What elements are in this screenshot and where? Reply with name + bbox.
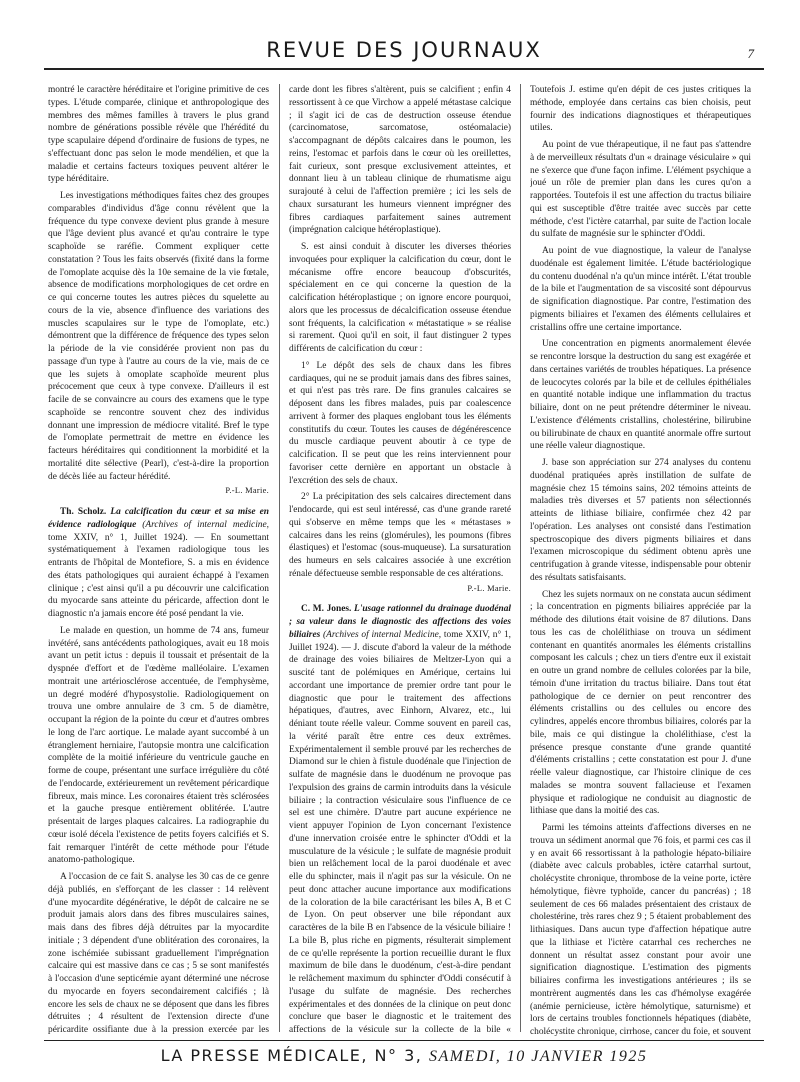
author-signature: P.-L. Marie. <box>467 583 511 593</box>
article-reference: tome XXIV, n° 1, Juillet 1924). — J. discute d'abord la valeur de la méthode de drainage des voies biliaires de Meltzer-Lyon qui a suscité tant de polémiques en Amérique, certains lui accordant une importance de premier ordre tant pour le diagnostic que pour le traitement des affections hépatiques, d'autres, avec Einhorn, Alvarez, etc., lui déniant toute réelle valeur. Comme souvent en pareil cas, la vérité paraît être entre ces deux extrêmes. Expérimentalement il semble prouvé par les recherches de Diamond sur le chien à fistule duodénale que l'injection de sulfate de magnésie dans le duodénum ne provoque pas l'expulsion des grains de carmin introduits dans la vésicule biliaire ; la contraction vésiculaire sous l'influence de ce sel est une chimère. D'autre part aucune expérience ne vient appuyer l'opinion de Lyon concernant l'existence d'une innervation croisée entre le sphincter d'Oddi et la musculature de la vésicule ; le sulfate de magnésie produit bien un relâchement local de la paroi duodénale et avec elle du sphincter, mais il n'agit pas sur la vésicule. On ne peut donc attacher aucune importance aux modifications de la coloration de la bile caractérisant les biles A, B et C de Lyon. On peut observer une bile répondant aux caractères de la bile B en l'absence de la vésicule biliaire ! La bile B, plus riche en pigments, résulterait simplement de ce qu'elle représente la portion recueillie durant le flux maximum de bile dans le duodénum, c'est-à-dire pendant le relâchement maximum du sphincter d'Oddi consécutif à l'usage du sulfate de magnésie. Des recherches expérimentales et des données de la clinique on peut donc conclure que baser le diagnostic et le traitement des affections de la vésicule sur la collecte de la bile « <box>289 629 511 1035</box>
column-divider <box>279 84 280 1032</box>
paragraph: Au point de vue thérapeutique, il ne faut pas s'attendre à de merveilleux résultats d'un « drainage vésiculaire » qui ne s'exerce que d'une façon infime. L'élément psychique a joué un rôle de premier plan dans les cures qu'on a rapportées. Toutefois il est une affection du tractus biliaire qui est susceptible d'être traitée avec succès par cette méthode, c'est l'ictère catarrhal, par suite de l'action locale du sulfate de magnésie sur le sphincter d'Oddi. <box>530 140 751 240</box>
column-divider <box>520 84 521 1032</box>
article-title: L'usage rationnel du drainage duodénal ; sa valeur dans le diagnostic des affections des voies biliaires <box>289 604 511 640</box>
abstract-jones <box>289 603 511 1036</box>
paragraph: 1° Le dépôt des sels de chaux dans les fibres cardiaques, qui ne se produit jamais dans des fibres saines, et qui n'est pas très rare. De fins granules calcaires se déposent dans les fibres malades, puis par coalescence arrivent à former des plaques englobant tous les éléments constitutifs du cœur. Toutes les causes de dégénérescence du muscle cardiaque peuvent aboutir à ce type de calcification. Il se peut que les reins interviennent pour favoriser cette dernière en apportant un obstacle à l'excrétion des sels de chaux. <box>289 360 511 486</box>
journal-citation: (Archives of internal medicine, <box>142 519 269 530</box>
paragraph: Au point de vue diagnostique, la valeur de l'analyse duodénale est également limitée. L'étude bactériologique du contenu duodénal n'a qu'un mince intérêt. L'état trouble de la bile et l'augmentation de sa viscosité sont dépourvus de signification diagnostique. Par contre, l'estimation des pigments biliaires et l'examen des éléments cellulaires et cristallins offre une certaine importance. <box>530 246 751 333</box>
page-header <box>44 26 764 66</box>
text-column-3 <box>530 84 751 1036</box>
journal-citation: (Archives of internal Medicine, <box>323 629 442 640</box>
paragraph: Parmi les témoins atteints d'affections diverses en ne trouva un sédiment anormal que 76 fois, et parmi ces cas il y en avait 66 ressortissant à la pathologie hépato-biliaire (diabète avec calculs probables, ictère catarrhal surtout, cholécystite chronique, thrombose de la veine porte, ictère hémolytique, fièvre typhoïde, cancer du pancréas) ; 18 seulement de ces 66 malades présentaient des cristaux de cholestérine, très rares chez 9 ; 5 étaient probablement des lithiasiques. Dans aucun type d'affection hépatique autre que la lithiase et l'ictère catarrhal ces recherches ne donnent un résultat assez constant pour avoir une signification diagnostique. L'estimation des pigments biliaires confirma les investigations antérieures ; ils se montrèrent augmentés dans les cas d'hémolyse exagérée (anémie pernicieuse, ictère hémolytique, saturnisme) et lors de certains troubles fonctionnels hépatiques (diabète, cholécystite chronique, cirrhose, cancer du foie, et souvent <box>530 823 751 1036</box>
author-signature: P.-L. Marie. <box>225 486 269 496</box>
paragraph: Une concentration en pigments anormalement élevée se rencontre lorsque la destruction du sang est exagérée et dans certaines variétés de troubles hépatiques. La présence de leucocytes colorés par la bile et de cellules épithéliales en quantité notable indique une inflammation du tractus biliaire, dont on ne peut prétendre déterminer le niveau. L'existence d'éléments cristallins, cholestérine, bilirubine ou bilirubinate de chaux en quantité anormale offre surtout une réelle valeur diagnostique. <box>530 339 751 452</box>
page-footer <box>44 1046 764 1067</box>
footer-issue-date: SAMEDI, 10 JANVIER 1925 <box>428 1048 648 1065</box>
paragraph: 2° La précipitation des sels calcaires directement dans l'endocarde, qui est seul intéressé, cas d'une grande rareté qui s'observe en même temps que les « métastases » calcaires dans les reins (glomérules), les poumons (fibres élastiques) et l'estomac (sous-muqueuse). La sursaturation des humeurs en sels calcaires associée à une excrétion rénale défectueuse semble responsable de ces altérations. <box>289 492 511 579</box>
text-column-2 <box>289 84 511 1036</box>
article-reference: tome XXIV, n° 1, Juillet 1924). — En soumettant systématiquement à l'examen radiologique tous les entrants de l'hôpital de Montefiore, S. a mis en évidence des états pathologiques qui auraient échappé à l'examen clinique ; c'est ainsi qu'il a pu découvrir une calcification du myocarde sans atteinte du péricarde, affection dont le diagnostic n'a jamais encore été posé pendant la vie. <box>48 532 269 619</box>
paragraph: J. base son appréciation sur 274 analyses du contenu duodénal pratiquées après instillation de sulfate de magnésie chez 15 témoins sains, 202 témoins atteints de maladies très diverses et 57 patients non sélectionnés atteints de lithiase biliaire, confirmée chez 42 par l'opération. Les analyses ont consisté dans l'estimation spectroscopique des divers pigments biliaires et dans l'examen microscopique du sédiment obtenu après une centrifugation à grande vitesse, indispensable pour obtenir des résultats satisfaisants. <box>530 458 751 583</box>
running-title: REVUE DES JOURNAUX <box>266 38 542 62</box>
paragraph: Toutefois J. estime qu'en dépit de ces justes critiques la méthode, employée dans certains cas bien choisis, peut fournir des indications diagnostiques et thérapeutiques utiles. <box>530 85 751 134</box>
header-rule <box>44 68 764 70</box>
paragraph: Chez les sujets normaux on ne constata aucun sédiment ; la concentration en pigments biliaires appréciée par la méthode des dilutions était voisine de 87 dilutions. Dans tous les cas de cholélithiase on trouva un sédiment contenant en quantités anormales les éléments cristallins composant les calculs ; chez un tiers d'entre eux il existait en outre un grand nombre de cellules colorées par la bile, témoin d'une irritation du tractus biliaire. Dans tout état pathologique de ce dernier on peut rencontrer des éléments cristallins ou des cellules ou encore des cylindres, appelés encore thrombus biliaires, colorés par la bile, mais ce qui distingue la cholélithiase, c'est la présence presque constante d'une grande quantité d'éléments cristallins ; cette constatation est pour J. d'une réelle valeur diagnostique, car l'histoire clinique de ces malades se montra souvent fallacieuse et l'examen physique et radiologique ne conduisit au diagnostic de lithiase que dans la moitié des cas. <box>530 589 751 817</box>
paragraph: Le malade en question, un homme de 74 ans, fumeur invétéré, sans antécédents pathologiques, avait eu 18 mois avant un petit ictus : depuis il toussait et présentait de la dyspnée d'effort et de l'œdème malléolaire. L'examen montrait une artériosclérose accentuée, de l'emphysème, un degré modéré d'hyposystolie. Radiologiquement on trouva une ombre annulaire de 3 cm. 5 de diamètre, occupant la région de la pointe du cœur et d'autres ombres le long de l'arc aortique. Le malade ayant succombé à un étranglement herniaire, l'autopsie montra une calcification complète de la moitié inférieure du ventricule gauche en forme de coupe, présentant une surface irrégulière du côté de l'endocarde, extérieurement un revêtement péricardique fibreux, mais mince. Les coronaires étaient très sclérosées et la gauche presque entièrement oblitérée. L'autre présentait de larges plaques calcaires. La radiographie du cœur isolé décela l'existence de petits foyers calcifiés et S. fait remarquer l'intérêt de cette méthode pour l'étude anatomo-pathologique. <box>48 625 269 866</box>
footer-rule <box>44 1040 764 1041</box>
footer-journal-name: LA PRESSE MÉDICALE, N° 3, <box>160 1046 423 1065</box>
paragraph: montré le caractère héréditaire et l'origine primitive de ces types. L'étude comparée, clinique et anthropologique des membres des mêmes familles à travers le plus grand nombre de générations possible révèle que l'hérédité du type scapulaire dépend d'ordinaire de fusions de types, ne s'effectuant donc pas selon le mode mendélien, et que la maladie et certains facteurs toxiques peuvent altérer le type héréditaire. <box>48 85 269 185</box>
paragraph: A l'occasion de ce fait S. analyse les 30 cas de ce genre déjà publiés, en s'efforçant de les classer : 14 relèvent d'une myocardite dégénérative, le dépôt de calcaire ne se produit jamais alors dans des fibres musculaires saines, mais dans des fibres déjà détruites par la myocardite initiale ; 3 dépendent d'une oblitération des coronaires, la zone ischémiée subissant graduellement l'imprégnation calcaire qui est massive dans ce cas ; 5 se sont manifestés à l'occasion d'une septicémie ayant déterminé une nécrose du myocarde en foyers secondairement calcifiés ; là encore les sels de chaux ne se déposent que dans les fibres détruites ; 4 résultent de l'extension directe d'une péricardite ossifiante due à la pression exercée par les <box>48 872 269 1035</box>
paragraph: carde dont les fibres s'altèrent, puis se calcifient ; enfin 4 ressortissent à ce que Virchow a appelé métastase calcique ; il s'agit ici de cas de destruction osseuse étendue (carcinomatose, sarcomatose, ostéomalacie) s'accompagnant de dépôts calcaires dans le poumon, les reins, l'estomac et parfois dans le cœur où les oreillettes, fait curieux, sont presque exclusivement atteintes, et donnant lieu à un tableau clinique de rhumatisme aigu surajouté à celui de l'affection première ; ici les sels de chaux sursaturant les humeurs viennent imprégner des fibres cardiaques parfaitement saines autrement (imprégnation calcique hétéroplastique). <box>289 85 511 236</box>
abstract-scholz <box>48 506 269 621</box>
page-number: 7 <box>747 46 754 61</box>
article-author: C. M. Jones. <box>301 604 352 615</box>
text-column-1 <box>48 84 269 1036</box>
paragraph: Les investigations méthodiques faites chez des groupes comparables d'individus d'âge connu révèlent que la fréquence du type convexe devient plus grande à mesure que l'âge devient plus avancé et qu'au contraire le type scaphoïde se raréfie. Comment expliquer cette constatation ? Tous les faits observés (fixité dans la forme de l'omoplate acquise dès la 10e semaine de la vie fœtale, absence de modifications morphologiques de cet ordre en ce qui concerne toutes les autres pièces du squelette au cours de la vie, absence d'influence des variations des muscles scapulaires sur le type de l'omoplate, etc.) démontrent que la différence de fréquence des types selon la période de la vie considérée provient non pas du passage d'un type à l'autre au cours de la vie, mais de ce que les sujets à omoplate scaphoïde meurent plus précocement que ceux à type convexe. D'ailleurs il est facile de se convaincre au cours des examens que le type scaphoïde se rencontre souvent chez des individus donnant une impression de médiocre vitalité. Bref le type de l'omoplate permettrait de mettre en évidence les facteurs héréditaires qui conditionnent la morbidité et la mortalité dite sélective (Pearl), c'est-à-dire la proportion de décès liée au facteur hérédité. <box>48 191 269 482</box>
article-title: La calcification du cœur et sa mise en évidence radiologique <box>48 507 269 530</box>
article-author: Th. Scholz. <box>60 507 107 517</box>
paragraph: S. est ainsi conduit à discuter les diverses théories invoquées pour expliquer la calcification du cœur, dont le mécanisme offre encore beaucoup d'obscurités, spécialement en ce qui concerne la question de la calcification hétéroplastique ; on ignore encore pourquoi, alors que les processus de décalcification osseuse étendue sont fréquents, la calcification « métastatique » se réalise si rarement. Quoi qu'il en soit, il faut distinguer 2 types différents de calcification du cœur : <box>289 242 511 354</box>
